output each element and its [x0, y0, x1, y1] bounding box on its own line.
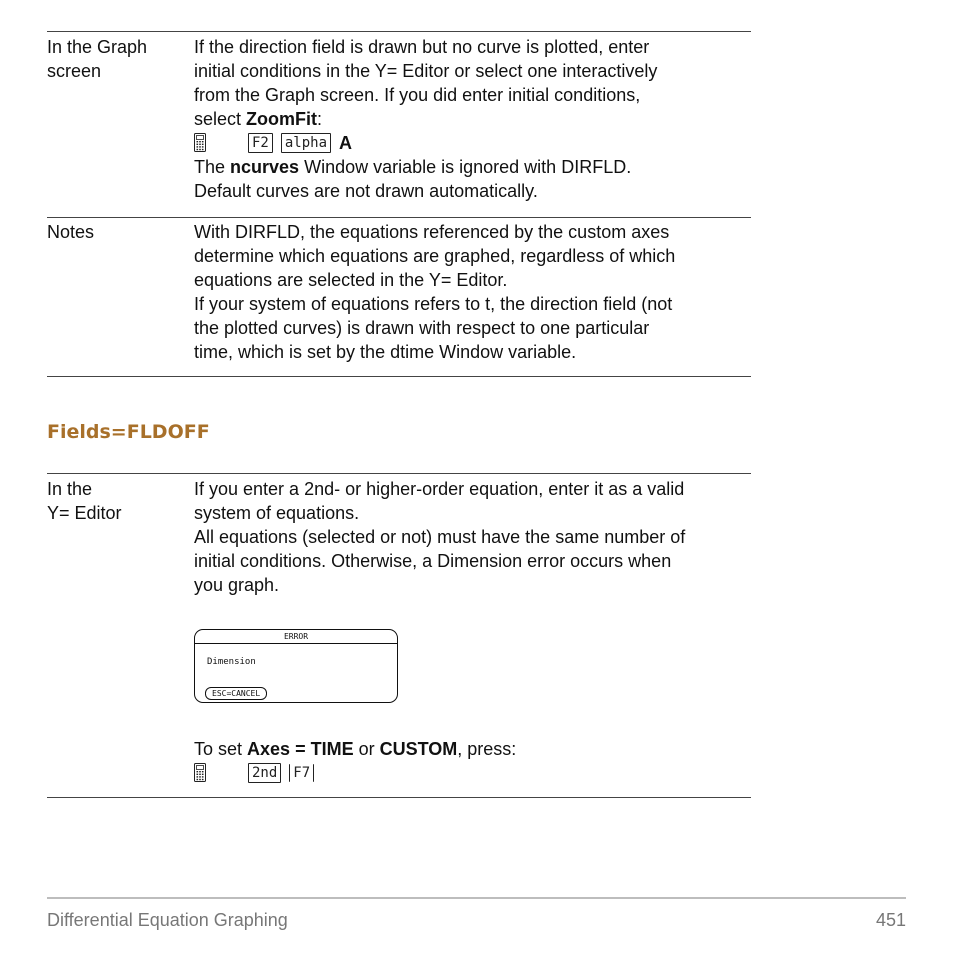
axes-instruction	[47, 737, 751, 793]
text-span: , press:	[457, 739, 517, 759]
calculator-icon	[194, 763, 208, 783]
calculator-icon	[194, 133, 208, 153]
keystroke-line	[194, 761, 751, 785]
desc-line	[194, 107, 751, 131]
desc-line: If you enter a 2nd- or higher-order equation, enter it as a valid	[194, 479, 685, 499]
table-rule-top	[47, 473, 751, 474]
screen-title: ERROR	[283, 632, 309, 641]
section-heading: Fields=FLDOFF	[47, 421, 210, 443]
row-description	[194, 220, 751, 364]
text-span: :	[317, 109, 323, 129]
custom-term: CUSTOM	[379, 739, 458, 759]
desc-line: you graph.	[194, 575, 280, 595]
text-span: or	[353, 739, 380, 759]
ncurves-term: ncurves	[230, 157, 300, 177]
text-span: select	[194, 109, 247, 129]
key-letter-a: A	[339, 133, 353, 153]
footer-divider	[47, 897, 906, 899]
key-alpha: alpha	[281, 133, 331, 153]
text-span: The	[194, 157, 231, 177]
desc-line: determine which equations are graphed, regardless of which	[194, 246, 676, 266]
desc-line: time, which is set by the dtime Window variable.	[194, 342, 577, 362]
row-description	[194, 737, 751, 785]
table-rule-bottom	[47, 376, 751, 377]
key-2nd: 2nd	[248, 763, 281, 783]
text-span: Window variable is ignored with DIRFLD.	[299, 157, 632, 177]
screen-divider	[195, 643, 397, 644]
desc-line: initial conditions. Otherwise, a Dimension error occurs when	[194, 551, 672, 571]
desc-line	[194, 737, 751, 761]
axes-time-term: Axes = TIME	[247, 739, 354, 759]
row-label	[47, 477, 187, 525]
keystroke-line	[194, 131, 751, 155]
desc-line: initial conditions in the Y= Editor or select one interactively	[194, 61, 658, 81]
desc-line: from the Graph screen. If you did enter initial conditions,	[194, 85, 641, 105]
desc-line: the plotted curves) is drawn with respect to one particular	[194, 318, 650, 338]
desc-line	[194, 155, 751, 179]
row-label-line: In the Graph	[47, 37, 148, 57]
footer-title: Differential Equation Graphing	[47, 910, 288, 930]
zoomfit-term: ZoomFit	[246, 109, 318, 129]
desc-line: If your system of equations refers to t, the direction field (not	[194, 294, 673, 314]
desc-line: All equations (selected or not) must have the same number of	[194, 527, 686, 547]
desc-line: equations are selected in the Y= Editor.	[194, 270, 508, 290]
table-row-graph-screen	[47, 35, 751, 215]
row-description	[194, 35, 751, 203]
row-label-line: In the	[47, 479, 93, 499]
desc-line: If the direction field is drawn but no curve is plotted, enter	[194, 37, 650, 57]
table-rule-middle	[47, 217, 751, 218]
desc-line: With DIRFLD, the equations referenced by the custom axes	[194, 222, 670, 242]
table-rule-top	[47, 31, 751, 32]
table-row-notes	[47, 220, 751, 370]
key-f7: F7	[289, 764, 314, 782]
esc-cancel-button[interactable]: ESC=CANCEL	[205, 687, 267, 700]
key-f2: F2	[248, 133, 273, 153]
calculator-error-screen	[194, 629, 398, 703]
text-span: To set	[194, 739, 248, 759]
desc-line: Default curves are not drawn automatically.	[194, 181, 538, 201]
page-number: 451	[875, 910, 906, 930]
screen-message: Dimension	[207, 657, 256, 667]
row-label	[47, 35, 187, 83]
row-label-line: Y= Editor	[47, 503, 122, 523]
row-label: Notes	[47, 222, 95, 242]
row-description	[194, 477, 751, 597]
row-label-line: screen	[47, 61, 102, 81]
table-rule-bottom	[47, 797, 751, 798]
desc-line: system of equations.	[194, 503, 360, 523]
